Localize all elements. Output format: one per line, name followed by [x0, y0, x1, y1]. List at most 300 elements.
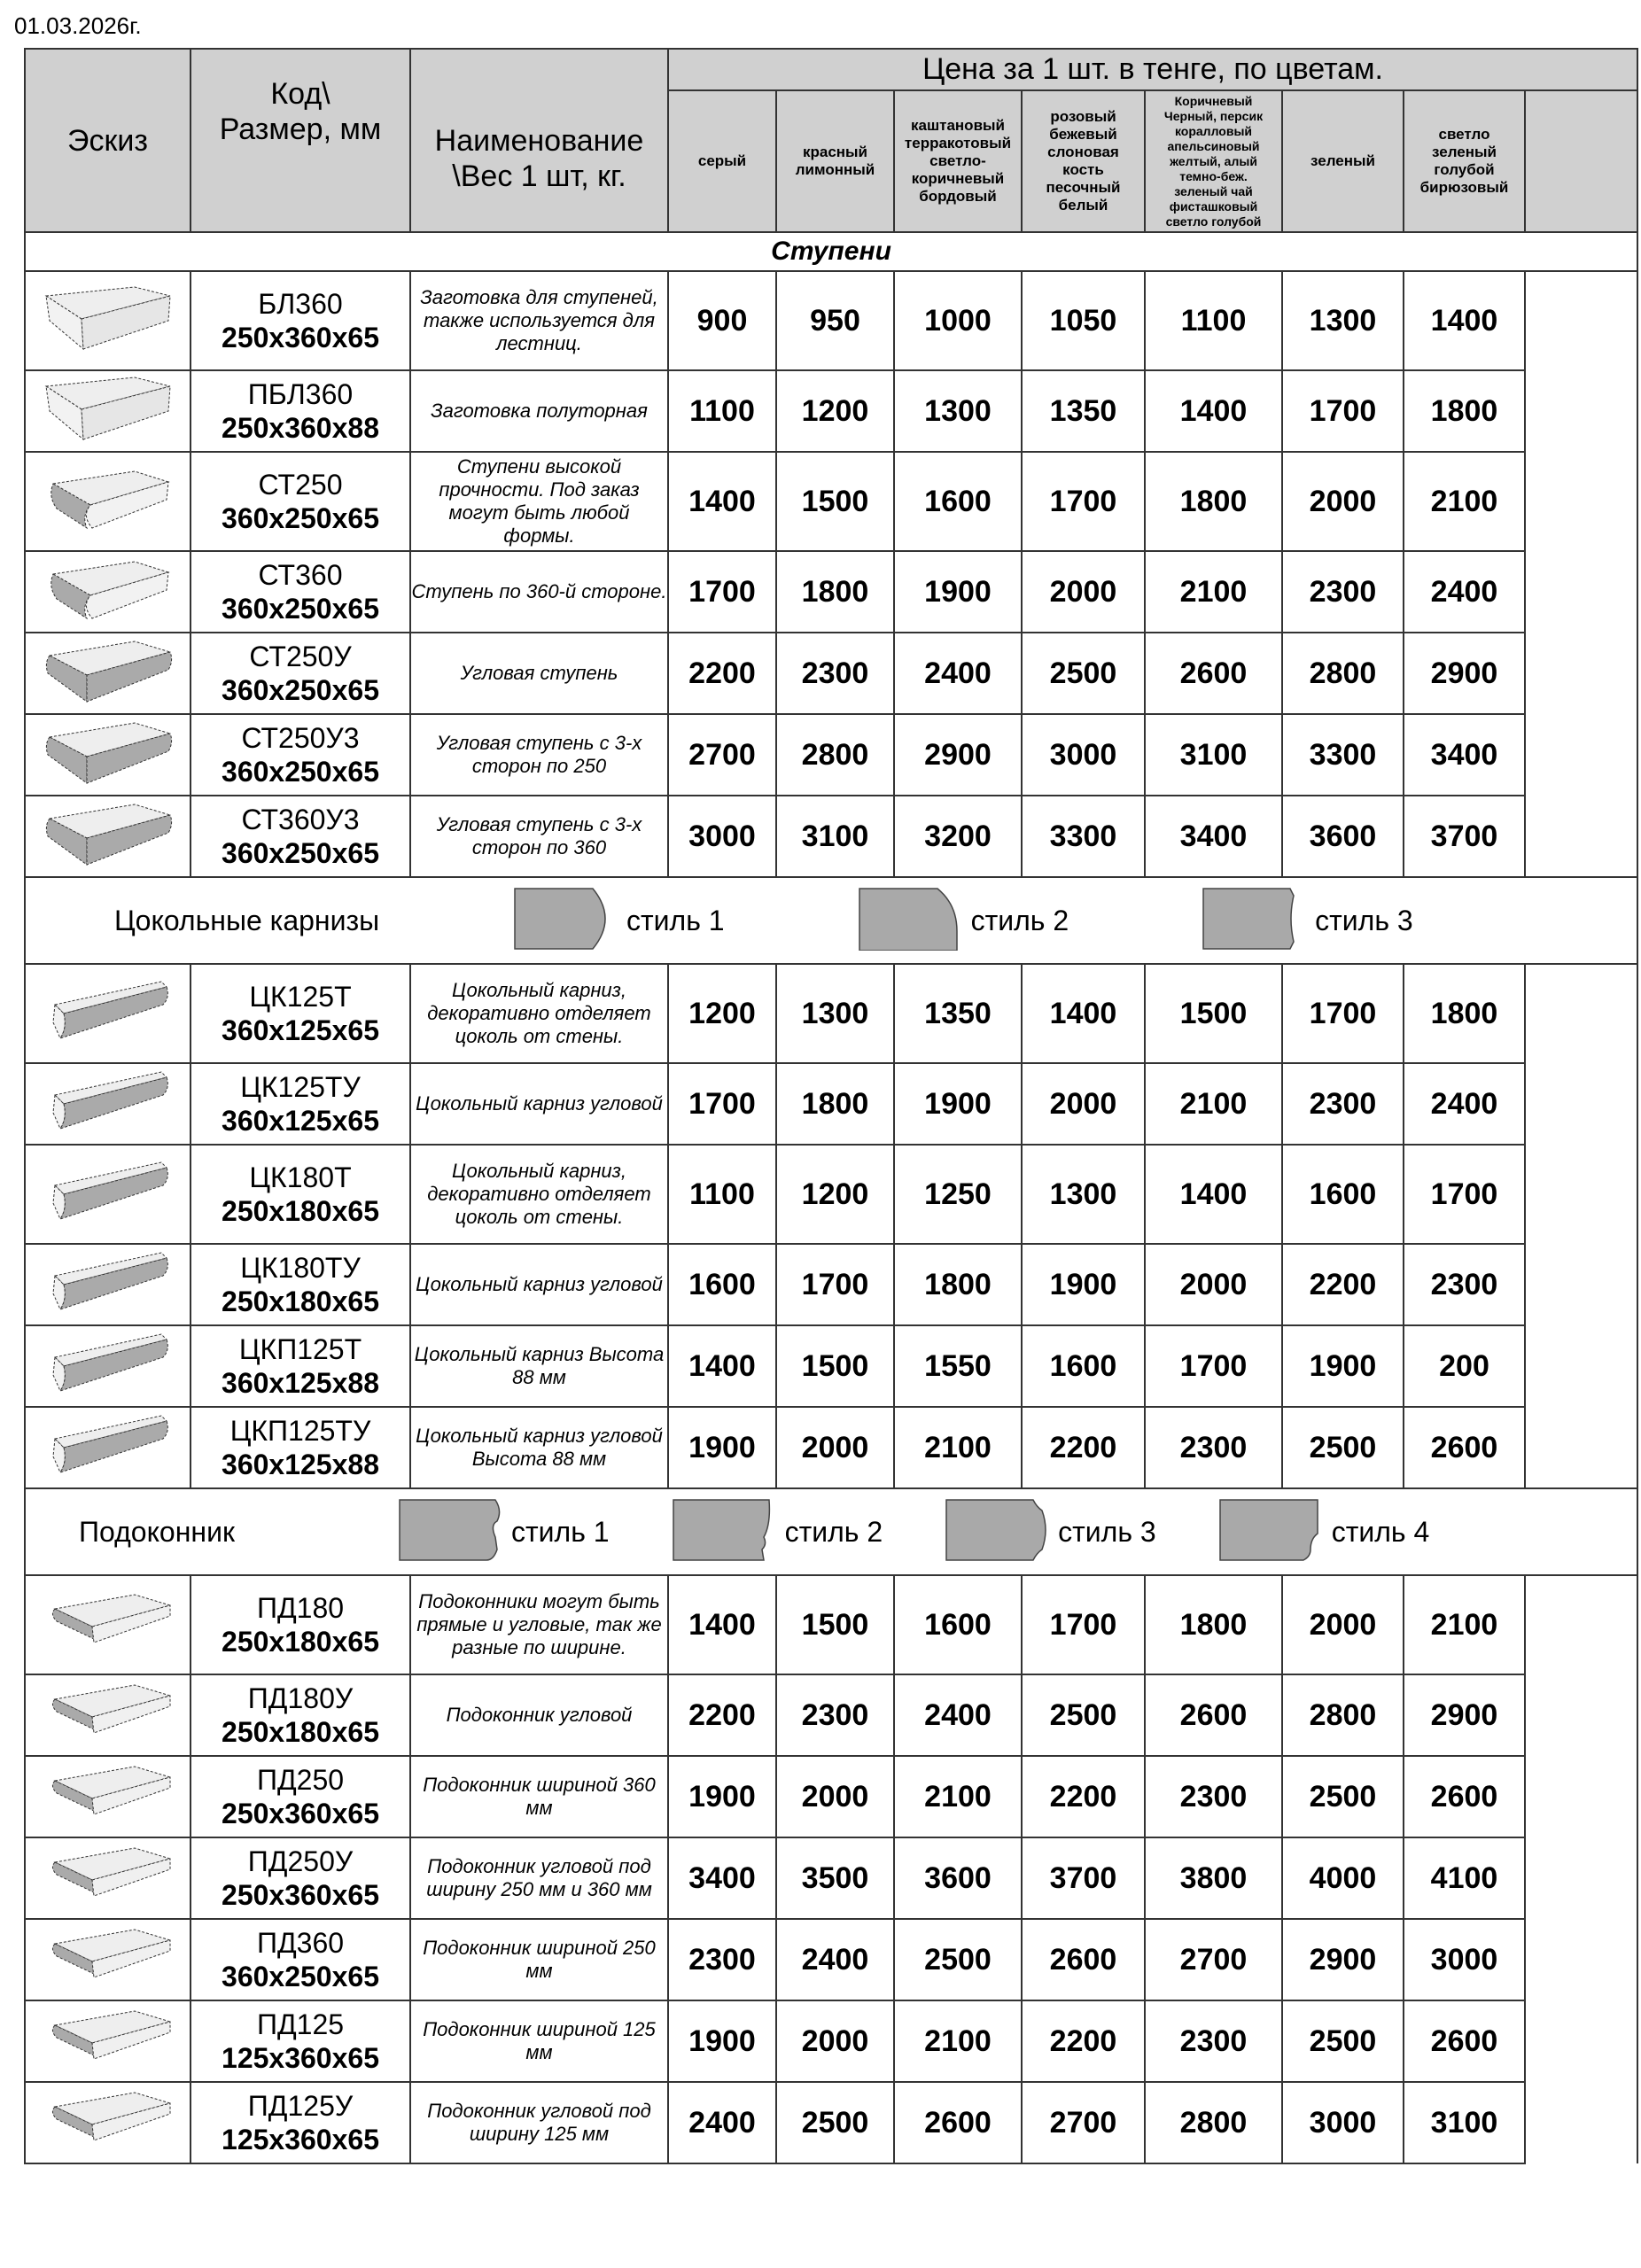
price-cell: 1800	[1404, 964, 1525, 1063]
price-cell: 1900	[668, 1407, 776, 1488]
price-cell: 1800	[776, 1063, 894, 1145]
price-cell: 1700	[668, 1063, 776, 1145]
price-cell: 2400	[894, 633, 1022, 714]
price-cell: 1350	[894, 964, 1022, 1063]
price-cell: 2400	[1404, 1063, 1525, 1145]
product-code: ПД180У	[247, 1682, 354, 1714]
price-cell: 3500	[776, 1837, 894, 1919]
profile-style-2-icon	[672, 1498, 778, 1566]
product-code-cell	[191, 452, 410, 551]
price-cell: 1900	[668, 1756, 776, 1837]
price-cell: 2900	[1404, 1674, 1525, 1756]
price-cell: 1250	[894, 1145, 1022, 1244]
product-code: ЦК180ТУ	[240, 1252, 361, 1284]
product-code-cell	[191, 2000, 410, 2082]
product-code-cell	[191, 964, 410, 1063]
corner-step-icon	[25, 633, 191, 714]
sill-icon	[25, 1756, 191, 1837]
product-row	[25, 2000, 1637, 2082]
price-cell: 2800	[776, 714, 894, 796]
price-cell: 3300	[1022, 796, 1145, 877]
product-code: ЦК125ТУ	[240, 1071, 361, 1103]
price-cell: 2900	[1404, 633, 1525, 714]
product-code-cell	[191, 1674, 410, 1756]
style-label: стиль 3	[1315, 904, 1413, 936]
price-cell: 1800	[1145, 1575, 1282, 1674]
price-cell: 2400	[1404, 551, 1525, 633]
price-cell: 2700	[668, 714, 776, 796]
product-row	[25, 271, 1637, 370]
price-cell: 1200	[668, 964, 776, 1063]
price-cell: 1300	[894, 370, 1022, 452]
style-label: стиль 1	[511, 1515, 610, 1548]
product-size: 250x180x65	[222, 1285, 379, 1317]
profile-style-2-icon	[858, 887, 964, 955]
empty-cell	[1525, 452, 1637, 551]
section-title: Подоконник	[79, 1515, 235, 1548]
price-cell: 2100	[1145, 551, 1282, 633]
price-cell: 2100	[894, 2000, 1022, 2082]
header-sketch: Эскиз	[25, 49, 191, 232]
header-color-line: Коричневый	[1174, 93, 1253, 108]
product-code-cell	[191, 370, 410, 452]
price-cell: 2900	[894, 714, 1022, 796]
empty-cell	[1525, 714, 1637, 796]
price-cell: 1600	[668, 1244, 776, 1325]
product-row	[25, 796, 1637, 877]
product-code: ПД125	[256, 2008, 345, 2040]
product-description: Цокольный карниз, декоративно отделяет цоколь от стены.	[410, 964, 668, 1063]
price-cell: 2100	[1404, 452, 1525, 551]
header-color-line: каштановый	[911, 117, 1005, 134]
price-cell: 1600	[1282, 1145, 1404, 1244]
header-color-line: белый	[1058, 197, 1108, 214]
section-style-row	[25, 1488, 1637, 1575]
product-size: 125x360x65	[222, 2042, 379, 2074]
header-color-line: коричневый	[911, 170, 1005, 187]
header-empty-col	[1525, 90, 1637, 232]
price-cell: 1700	[1145, 1325, 1282, 1407]
price-cell: 1700	[776, 1244, 894, 1325]
product-description: Подоконник угловой	[410, 1674, 668, 1756]
price-cell: 2400	[668, 2082, 776, 2163]
price-cell: 1900	[1282, 1325, 1404, 1407]
product-code-cell	[191, 1919, 410, 2000]
cornice-icon	[25, 1407, 191, 1488]
price-cell: 2700	[1022, 2082, 1145, 2163]
product-code-cell	[191, 2082, 410, 2163]
price-cell: 2000	[776, 1756, 894, 1837]
section-title: Цокольные карнизы	[114, 904, 380, 936]
empty-cell	[1525, 551, 1637, 633]
price-cell: 1300	[1282, 271, 1404, 370]
profile-style-3-icon	[945, 1498, 1051, 1566]
price-cell: 1400	[668, 1325, 776, 1407]
price-cell: 2200	[1022, 2000, 1145, 2082]
product-size: 125x360x65	[222, 2124, 379, 2155]
empty-cell	[1525, 633, 1637, 714]
price-cell: 1900	[894, 1063, 1022, 1145]
product-row	[25, 370, 1637, 452]
price-cell: 2500	[1282, 1407, 1404, 1488]
product-row	[25, 1063, 1637, 1145]
price-cell: 3700	[1022, 1837, 1145, 1919]
header-color-line: бежевый	[1049, 126, 1117, 143]
price-cell: 950	[776, 271, 894, 370]
price-table	[24, 48, 1638, 2164]
profile-style-1-icon	[398, 1498, 504, 1566]
price-cell: 4000	[1282, 1837, 1404, 1919]
product-code: ПД180	[256, 1592, 345, 1624]
price-cell: 2200	[1022, 1756, 1145, 1837]
style-bar	[26, 878, 1637, 963]
product-code-cell	[191, 1837, 410, 1919]
header-color-line: светло	[1438, 126, 1490, 143]
price-cell: 3400	[1404, 714, 1525, 796]
empty-cell	[1525, 1674, 1637, 1756]
product-description: Цокольный карниз угловой	[410, 1063, 668, 1145]
price-cell: 2100	[1145, 1063, 1282, 1145]
product-description: Ступень по 360-й стороне.	[410, 551, 668, 633]
price-cell: 1900	[1022, 1244, 1145, 1325]
product-description: Цокольный карниз угловой	[410, 1244, 668, 1325]
product-row	[25, 1244, 1637, 1325]
product-row	[25, 714, 1637, 796]
header-color-line: апельсиновый	[1167, 138, 1260, 153]
price-cell: 1200	[776, 370, 894, 452]
price-cell: 1900	[894, 551, 1022, 633]
empty-cell	[1525, 964, 1637, 1063]
price-cell: 2100	[1404, 1575, 1525, 1674]
price-cell: 2200	[668, 1674, 776, 1756]
empty-cell	[1525, 1244, 1637, 1325]
price-cell: 2200	[1022, 1407, 1145, 1488]
price-cell: 1700	[668, 551, 776, 633]
cornice-icon	[25, 1145, 191, 1244]
header-color-line: слоновая	[1047, 144, 1119, 160]
price-cell: 1800	[894, 1244, 1022, 1325]
price-cell: 2500	[1022, 633, 1145, 714]
price-cell: 1700	[1022, 452, 1145, 551]
product-description: Ступени высокой прочности. Под заказ могут быть любой формы.	[410, 452, 668, 551]
header-color-line: зеленый чай	[1174, 183, 1253, 198]
price-cell: 2500	[1282, 2000, 1404, 2082]
empty-cell	[1525, 1919, 1637, 2000]
price-cell: 2400	[894, 1674, 1022, 1756]
sill-icon	[25, 2000, 191, 2082]
header-color-line: бирюзовый	[1419, 179, 1509, 196]
document-date: 01.03.2026г.	[14, 12, 142, 39]
price-cell: 2400	[776, 1919, 894, 2000]
cornice-icon	[25, 1244, 191, 1325]
product-code: СТ360	[258, 559, 343, 591]
product-code: ПД250	[256, 1764, 345, 1796]
product-code-cell	[191, 1145, 410, 1244]
price-cell: 2500	[1022, 1674, 1145, 1756]
header-code	[191, 49, 410, 232]
product-size: 360x250x65	[222, 1961, 379, 1992]
empty-cell	[1525, 1063, 1637, 1145]
price-cell: 1500	[776, 1575, 894, 1674]
header-color-line: зеленый	[1432, 144, 1497, 160]
header-color-line: фисташковый	[1169, 198, 1258, 214]
price-cell: 1400	[1022, 964, 1145, 1063]
step-icon	[25, 452, 191, 551]
product-size: 250x360x65	[222, 1879, 379, 1911]
header-color-4	[1022, 90, 1145, 232]
price-cell: 1700	[1022, 1575, 1145, 1674]
header-color-line: терракотовый	[904, 135, 1012, 151]
style-label: стиль 3	[1058, 1515, 1156, 1548]
product-description: Подоконник шириной 250 мм	[410, 1919, 668, 2000]
product-code: ЦК125Т	[249, 981, 352, 1013]
price-cell: 2300	[1145, 1407, 1282, 1488]
header-color-line: Черный, персик	[1163, 108, 1264, 123]
product-size: 360x250x65	[222, 837, 379, 869]
price-cell: 2800	[1282, 1674, 1404, 1756]
product-description: Угловая ступень с 3-х сторон по 250	[410, 714, 668, 796]
price-cell: 200	[1404, 1325, 1525, 1407]
price-cell: 2600	[1404, 1407, 1525, 1488]
price-cell: 1600	[894, 1575, 1022, 1674]
product-size: 250x180x65	[222, 1626, 379, 1658]
product-row	[25, 1837, 1637, 1919]
price-cell: 2200	[1282, 1244, 1404, 1325]
price-cell: 1700	[1282, 964, 1404, 1063]
section-style-bar	[25, 877, 1637, 964]
price-cell: 2600	[1145, 1674, 1282, 1756]
header-color-line: коралловый	[1174, 123, 1253, 138]
style-label: стиль 2	[970, 904, 1069, 936]
sill-icon	[25, 1674, 191, 1756]
price-cell: 4100	[1404, 1837, 1525, 1919]
product-code-cell	[191, 1407, 410, 1488]
header-color-3	[894, 90, 1022, 232]
product-code: ПБЛ360	[247, 378, 354, 410]
price-cell: 1600	[894, 452, 1022, 551]
product-code: ПД250У	[247, 1845, 354, 1877]
product-code: СТ250У3	[241, 722, 360, 754]
price-cell: 1400	[668, 452, 776, 551]
price-cell: 1550	[894, 1325, 1022, 1407]
price-cell: 1000	[894, 271, 1022, 370]
header-price-title: Цена за 1 шт. в тенге, по цветам.	[668, 49, 1637, 90]
product-description: Цокольный карниз Высота 88 мм	[410, 1325, 668, 1407]
product-code: ПД125У	[247, 2090, 354, 2122]
price-cell: 3000	[1022, 714, 1145, 796]
price-cell: 2600	[1145, 633, 1282, 714]
product-description: Угловая ступень с 3-х сторон по 360	[410, 796, 668, 877]
cornice-icon	[25, 964, 191, 1063]
product-size: 360x250x65	[222, 593, 379, 625]
section-style-row	[25, 877, 1637, 964]
header-color-6	[1282, 90, 1404, 232]
product-code-cell	[191, 271, 410, 370]
empty-cell	[1525, 796, 1637, 877]
style-label: стиль 1	[626, 904, 725, 936]
product-code-cell	[191, 1063, 410, 1145]
header-color-line: лимонный	[795, 161, 875, 178]
product-row	[25, 1919, 1637, 2000]
price-cell: 3000	[1282, 2082, 1404, 2163]
sill-icon	[25, 2082, 191, 2163]
price-cell: 1700	[1404, 1145, 1525, 1244]
product-row	[25, 551, 1637, 633]
cornice-icon	[25, 1063, 191, 1145]
product-code-cell	[191, 1756, 410, 1837]
section-title: Ступени	[25, 232, 1637, 271]
price-cell: 3300	[1282, 714, 1404, 796]
price-cell: 3600	[1282, 796, 1404, 877]
header-color-line: зеленый	[1310, 152, 1375, 169]
price-cell: 1200	[776, 1145, 894, 1244]
price-cell: 2300	[776, 633, 894, 714]
header-color-line: темно-беж.	[1179, 168, 1248, 183]
product-size: 250x360x65	[222, 1798, 379, 1829]
price-cell: 2600	[1404, 1756, 1525, 1837]
section-style-bar	[25, 1488, 1637, 1575]
price-cell: 2100	[894, 1756, 1022, 1837]
price-cell: 3400	[668, 1837, 776, 1919]
block-icon	[25, 370, 191, 452]
product-code-cell	[191, 796, 410, 877]
product-size: 360x250x65	[222, 674, 379, 706]
profile-style-3-icon	[1202, 887, 1308, 955]
header-color-line: голубой	[1434, 161, 1495, 178]
price-cell: 1800	[1404, 370, 1525, 452]
price-cell: 3400	[1145, 796, 1282, 877]
header-code-line2: Размер, мм	[219, 113, 382, 146]
product-code-cell	[191, 1244, 410, 1325]
price-cell: 2500	[776, 2082, 894, 2163]
profile-style-1-icon	[513, 887, 619, 955]
price-cell: 1100	[1145, 271, 1282, 370]
style-bar	[26, 1489, 1637, 1574]
header-color-line: желтый, алый	[1170, 153, 1257, 168]
style-label: стиль 4	[1331, 1515, 1430, 1548]
empty-cell	[1525, 1325, 1637, 1407]
empty-cell	[1525, 2082, 1637, 2163]
price-cell: 1500	[1145, 964, 1282, 1063]
product-description: Угловая ступень	[410, 633, 668, 714]
price-cell: 1800	[776, 551, 894, 633]
product-code: ЦКП125ТУ	[229, 1415, 371, 1447]
header-color-5	[1145, 90, 1282, 232]
empty-cell	[1525, 1145, 1637, 1244]
style-label: стиль 2	[784, 1515, 883, 1548]
product-row	[25, 1674, 1637, 1756]
price-cell: 1400	[1145, 370, 1282, 452]
price-cell: 1800	[1145, 452, 1282, 551]
product-code-cell	[191, 714, 410, 796]
header-color-line: светло-	[929, 152, 986, 169]
header-color-1	[668, 90, 776, 232]
price-cell: 2500	[894, 1919, 1022, 2000]
price-cell: 2300	[1145, 1756, 1282, 1837]
price-cell: 1900	[668, 2000, 776, 2082]
price-cell: 2600	[1404, 2000, 1525, 2082]
price-cell: 2900	[1282, 1919, 1404, 2000]
price-cell: 2200	[668, 633, 776, 714]
product-code: СТ360У3	[241, 804, 360, 835]
sill-icon	[25, 1919, 191, 2000]
price-cell: 1400	[668, 1575, 776, 1674]
product-size: 250x180x65	[222, 1195, 379, 1227]
header-color-line: серый	[697, 152, 747, 169]
price-cell: 2000	[776, 1407, 894, 1488]
product-code: СТ250	[258, 469, 343, 501]
header-color-line: бордовый	[919, 188, 997, 205]
empty-cell	[1525, 1407, 1637, 1488]
product-row	[25, 1575, 1637, 1674]
price-cell: 1400	[1404, 271, 1525, 370]
product-size: 250x360x88	[222, 412, 379, 444]
price-cell: 2000	[1022, 551, 1145, 633]
product-description: Заготовка для ступеней, также используется для лестниц.	[410, 271, 668, 370]
product-code-cell	[191, 633, 410, 714]
product-description: Заготовка полуторная	[410, 370, 668, 452]
header-color-line: красный	[802, 144, 868, 160]
product-size: 250x360x65	[222, 322, 379, 353]
product-code: СТ250У	[249, 641, 352, 672]
product-description: Цокольный карниз, декоративно отделяет цоколь от стены.	[410, 1145, 668, 1244]
empty-cell	[1525, 370, 1637, 452]
header-color-line: светло голубой	[1165, 214, 1262, 229]
product-code-cell	[191, 1575, 410, 1674]
header-color-line: песочный	[1046, 179, 1121, 196]
corner-step-icon	[25, 714, 191, 796]
product-code: ЦК180Т	[249, 1161, 352, 1193]
product-row	[25, 2082, 1637, 2163]
step-icon	[25, 551, 191, 633]
price-cell: 2300	[1404, 1244, 1525, 1325]
price-cell: 1050	[1022, 271, 1145, 370]
price-cell: 2000	[1282, 452, 1404, 551]
price-cell: 3700	[1404, 796, 1525, 877]
price-cell: 2800	[1145, 2082, 1282, 2163]
price-cell: 1300	[1022, 1145, 1145, 1244]
price-cell: 1500	[776, 1325, 894, 1407]
price-cell: 2700	[1145, 1919, 1282, 2000]
empty-cell	[1525, 1837, 1637, 1919]
product-row	[25, 1407, 1637, 1488]
product-size: 360x125x65	[222, 1105, 379, 1137]
product-description: Цокольный карниз угловой Высота 88 мм	[410, 1407, 668, 1488]
price-cell: 3000	[1404, 1919, 1525, 2000]
price-cell: 2300	[668, 1919, 776, 2000]
product-code: ЦКП125Т	[238, 1333, 362, 1365]
product-size: 360x125x88	[222, 1367, 379, 1399]
price-cell: 1600	[1022, 1325, 1145, 1407]
section-header	[25, 232, 1637, 271]
price-cell: 1100	[668, 370, 776, 452]
product-code-cell	[191, 551, 410, 633]
price-cell: 2300	[1282, 551, 1404, 633]
header-code-line1: Код\	[270, 77, 331, 111]
sill-icon	[25, 1837, 191, 1919]
product-row	[25, 1325, 1637, 1407]
empty-cell	[1525, 1575, 1637, 1674]
price-cell: 1400	[1145, 1145, 1282, 1244]
product-code-cell	[191, 1325, 410, 1407]
product-row	[25, 633, 1637, 714]
price-cell: 2300	[1145, 2000, 1282, 2082]
price-cell: 2000	[776, 2000, 894, 2082]
empty-cell	[1525, 2000, 1637, 2082]
cornice-icon	[25, 1325, 191, 1407]
empty-cell	[1525, 1756, 1637, 1837]
price-cell: 2100	[894, 1407, 1022, 1488]
